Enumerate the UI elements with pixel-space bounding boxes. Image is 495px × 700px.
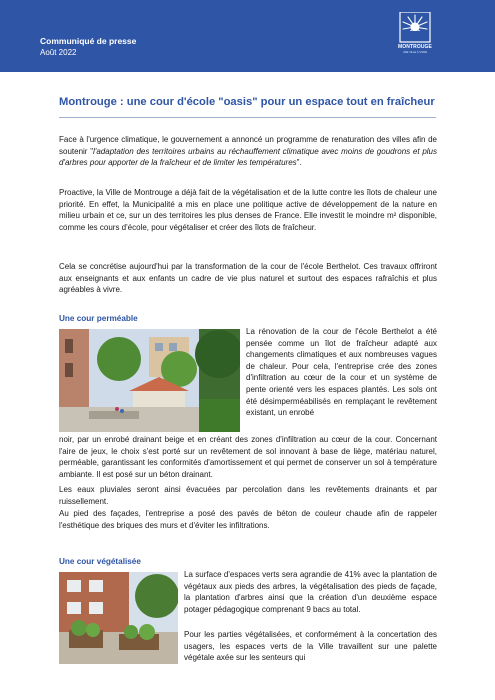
section1-full-text: noir, par un enrobé drainant beige et en créant des zones d'infiltration au cœur de la cour. Concernant l'aire de jeux, le choix s'est porté sur un revêtement de sol innovant à base de liège, matériau naturel, perméable, garantissant les conformités d'amortissement et qui permet de conserver un sol à température ambiante. Il est posé sur un béton drainant.: [59, 435, 437, 479]
intro-paragraph-1: [59, 134, 437, 169]
section-heading-green: Une cour végétalisée: [59, 557, 141, 566]
release-date: Août 2022: [40, 48, 77, 57]
intro-p1-quote: l'adaptation des territoires urbains au réchauffement climatique avec moins de goudrons et plus d'arbres pour apporter de la fraîcheur et de limiter les températures: [59, 146, 437, 168]
section1-paragraph-2: Les eaux pluviales seront ainsi évacuées par percolation dans les revêtements drainants et par ruissellement.: [59, 485, 437, 506]
section2-side-text: La surface d'espaces verts sera agrandie de 41% avec la plantation de végétaux aux pieds des arbres, la végétalisation des pieds de façade, la plantation d'arbres ainsi que la création d'un deuxième espace potager pédagogique comprenant 9 bacs au total.: [184, 570, 437, 614]
schoolyard-photo: [59, 329, 240, 432]
page-title: Montrouge : une cour d'école "oasis" pour un espace tout en fraîcheur: [59, 96, 435, 108]
header-band: [0, 0, 495, 72]
logo-tagline: UNE VILLE À VIVRE: [402, 51, 428, 54]
intro-p1-end: ".: [296, 158, 302, 168]
garden-photo: [59, 572, 178, 664]
intro-paragraph-2: Proactive, la Ville de Montrouge a déjà fait de la végétalisation et de la lutte contre les îlots de chaleur une priorité. En effet, la Municipalité a mis en place une politique active de développement de la nature en milieu urbain et ce, sur un des territoires les plus denses de France. Elle investit le moindre m² disponible, comme les cours d'école, pour végétaliser et créer des îlots de fraîcheur.: [59, 188, 437, 232]
logo-wordmark: MONTROUGE: [398, 44, 432, 50]
intro-p1-text: Face à l'urgence climatique, le gouvernement a annoncé un programme de renaturation des villes afin de soutenir ": [59, 135, 437, 156]
section2-side-text-2: Pour les parties végétalisées, et conformément à la concertation des usagers, les espaces verts de la Ville travaillent sur une palette végétale axée sur les senteurs qui: [184, 630, 437, 663]
title-underline: [59, 117, 436, 118]
intro-paragraph-3: Cela se concrétise aujourd'hui par la transformation de la cour de l'école Berthelot. Ces travaux offriront aux enseignants et aux enfants un cadre de vie plus naturel et surtout des espaces rafraîchis et plus agréables à vivre.: [59, 262, 437, 295]
sunburst-logo-icon: [396, 12, 434, 44]
press-release-label: Communiqué de presse: [40, 36, 137, 46]
section-heading-permeable: Une cour perméable: [59, 314, 138, 323]
montrouge-logo: [396, 12, 434, 58]
section1-paragraph-3: Au pied des façades, l'entreprise a posé des pavés de béton de couleur chaude afin de rappeler l'esthétique des briques des murs et d'éviter les infiltrations.: [59, 509, 437, 530]
section1-side-text: La rénovation de la cour de l'école Berthelot a été pensée comme un îlot de fraîcheur adapté aux changements climatiques et aux nombreuses vagues de chaleur. Pour cela, l'entreprise crée des zones d'infiltration au cœur de la cour et un système de pente orienté vers les espaces plantés. Les sols ont été désimperméabilisés en remplaçant le revêtement existant, un enrobé: [246, 327, 437, 418]
